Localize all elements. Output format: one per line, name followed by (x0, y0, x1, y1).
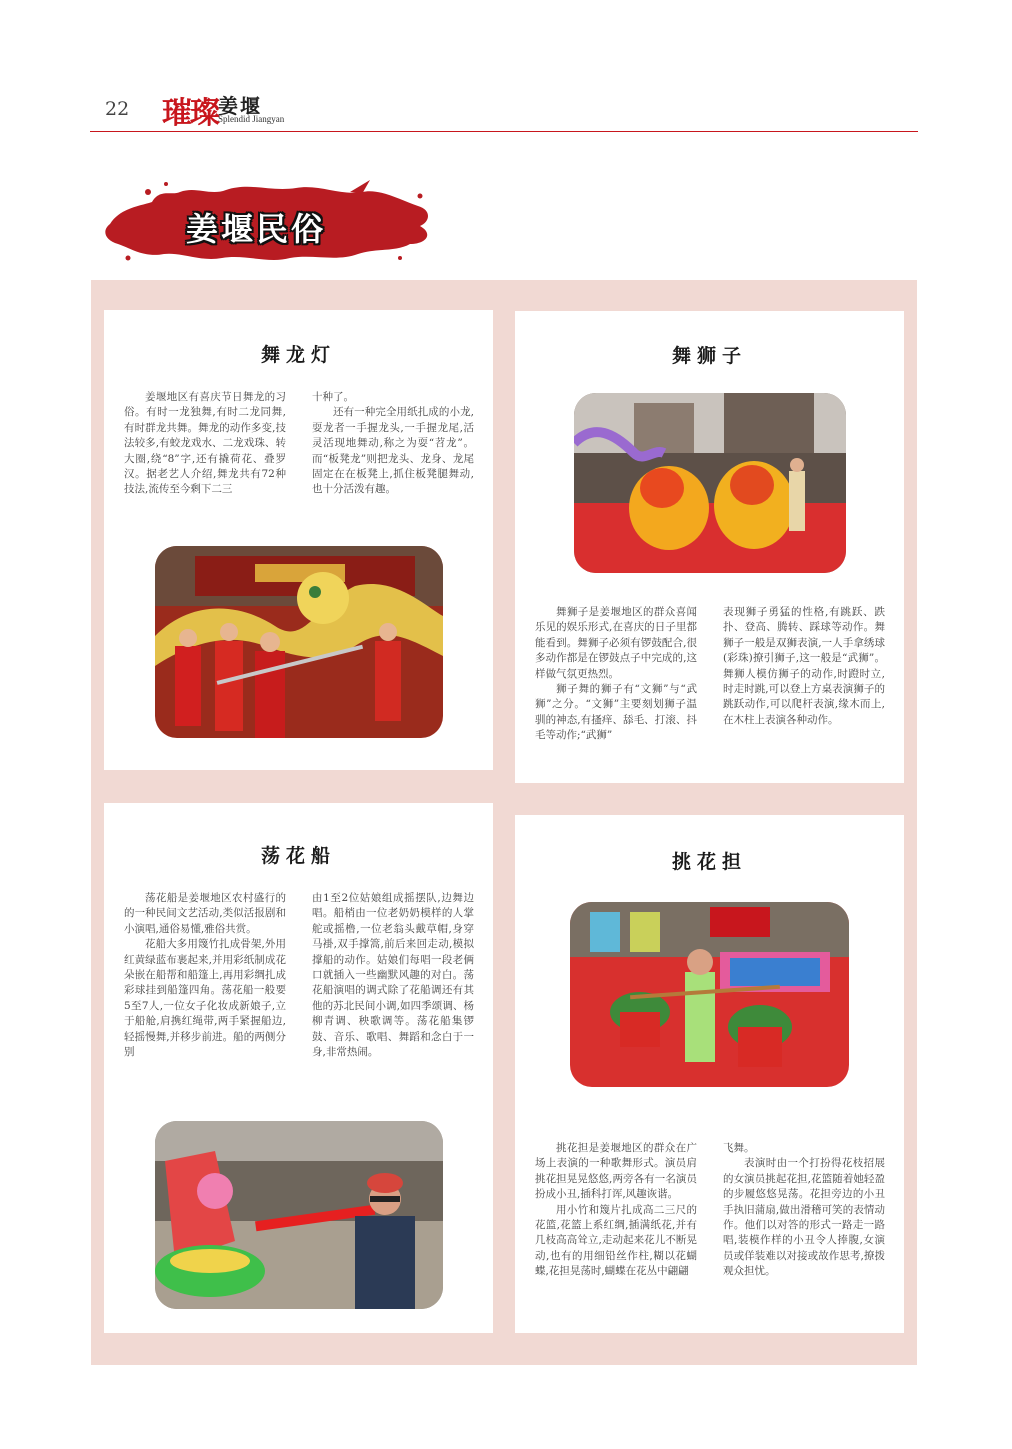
paragraph: 飞舞。 (723, 1142, 755, 1154)
paragraph: 用小竹和篾片扎成高二三尺的花篮,花篮上系红绸,插满纸花,并有几枝高高耸立,走动起来花儿不断晃动,也有的用细铅丝作柱,糊以花蝴蝶,花担晃荡时,蝴蝶在花丛中翩翩 (535, 1203, 697, 1278)
page-number: 22 (105, 98, 130, 120)
section-banner (100, 178, 435, 270)
brand-red-text: 璀璨 (162, 96, 218, 131)
text-column-right (312, 891, 474, 1060)
brand-black-text: 姜堰 (218, 94, 262, 118)
paragraph: 花船大多用篾竹扎成骨架,外用红黄绿蓝布裹起来,并用彩纸制成花朵嵌在船帮和船篷上,再用彩绸扎成彩球挂到船篷四角。荡花船一般要5至7人,一位女子化妆成新娘子,立于船舱,肩携红绳带,两手紧握船边,轻摇慢舞,并移步前进。船的两侧分别 (124, 938, 286, 1059)
card-title: 舞龙灯 (260, 344, 336, 366)
paragraph: 还有一种完全用纸扎成的小龙,耍龙者一手握龙头,一手握龙尾,活灵活现地舞动,称之为耍“苕龙”。而“板凳龙”则把龙头、龙身、龙尾固定在在板凳上,抓住板凳腿舞动,也十分活泼有趣。 (312, 406, 474, 496)
text-column-right (723, 1141, 885, 1280)
paragraph: 挑花担是姜堰地区的群众在广场上表演的一种歌舞形式。演员肩挑花担晃晃悠悠,两旁各有一名演员扮成小丑,插科打诨,风趣诙谐。 (535, 1142, 697, 1201)
text-column-right (312, 390, 474, 498)
paragraph: 舞狮子是姜堰地区的群众喜闻乐见的娱乐形式,在喜庆的日子里都能看到。舞狮子必须有锣鼓配合,很多动作都是在锣鼓点子中完成的,这样做气氛更热烈。 (535, 606, 697, 680)
text-column-right (723, 605, 885, 728)
flower-basket-photo (570, 902, 849, 1087)
flower-boat-photo (155, 1121, 443, 1309)
text-column-left (535, 1141, 697, 1280)
card-lion-dance (515, 311, 904, 783)
paragraph: 狮子舞的狮子有“文狮”与“武狮”之分。“文狮”主要刻划狮子温驯的神态,有搔痒、舔毛、打滚、抖毛等动作;“武狮” (535, 683, 697, 742)
paragraph: 表现狮子勇猛的性格,有跳跃、跌扑、登高、腾转、踩球等动作。舞狮子一般是双狮表演,一人手拿绣球(彩珠)撩引狮子,这一般是“武狮”。舞狮人模仿狮子的动作,时蹬时立,时走时跳,可以登上方桌表演狮子的跳跃动作,可以爬杆表演,缘木而上,在木柱上表演各种动作。 (723, 606, 885, 726)
text-column-left (124, 891, 286, 1060)
text-column-left (535, 605, 697, 744)
card-flower-basket (515, 815, 904, 1333)
brand-english-text: Splendid Jiangyan (218, 114, 285, 124)
paragraph: 由1至2位姑娘组成摇摆队,边舞边唱。船梢由一位老奶奶模样的人掌舵或摇橹,一位老翁头戴草帽,身穿马褂,双手撑篙,前后来回走动,模拟撑船的动作。姑娘们每唱一段老俩口就插入一些幽默风趣的对白。荡花船演唱的调式除了花船调还有其他的苏北民间小调,如四季颂调、杨柳青调、秧歌调等。荡花船集锣鼓、音乐、歌唱、舞蹈和念白于一身,非常热闹。 (312, 892, 474, 1059)
section-title: 姜堰民俗 (186, 210, 327, 248)
card-title: 荡花船 (260, 845, 336, 867)
paragraph: 荡花船是姜堰地区农村盛行的的一种民间文艺活动,类似活报剧和小演唱,通俗易懂,雅俗共赏。 (124, 892, 286, 935)
card-dragon-dance (104, 310, 493, 770)
card-title: 挑花担 (671, 851, 747, 873)
paragraph: 十种了。 (312, 391, 354, 403)
paragraph: 姜堰地区有喜庆节日舞龙的习俗。有时一龙独舞,有时二龙同舞,有时群龙共舞。舞龙的动作多变,技法较多,有蛟龙戏水、二龙戏珠、转大圈,绕“8”字,还有撬荷花、叠罗汉。据老艺人介绍,舞龙共有72种技法,流传至今剩下二三 (124, 391, 286, 496)
card-flower-boat (104, 803, 493, 1333)
header-divider (90, 131, 918, 132)
text-column-left (124, 390, 286, 498)
dragon-dance-photo (155, 546, 443, 738)
card-title: 舞狮子 (671, 345, 747, 367)
paragraph: 表演时由一个打扮得花枝招展的女演员挑起花担,花篮随着她轻盈的步履悠悠晃荡。花担旁边的小丑手执旧蒲扇,做出滑稽可笑的表情动作。他们以对答的形式一路走一路唱,装模作样的小丑令人捧腹,女演员或佯装难以对接或故作思考,撩拨观众担忧。 (723, 1157, 885, 1278)
lion-dance-photo (574, 393, 846, 573)
